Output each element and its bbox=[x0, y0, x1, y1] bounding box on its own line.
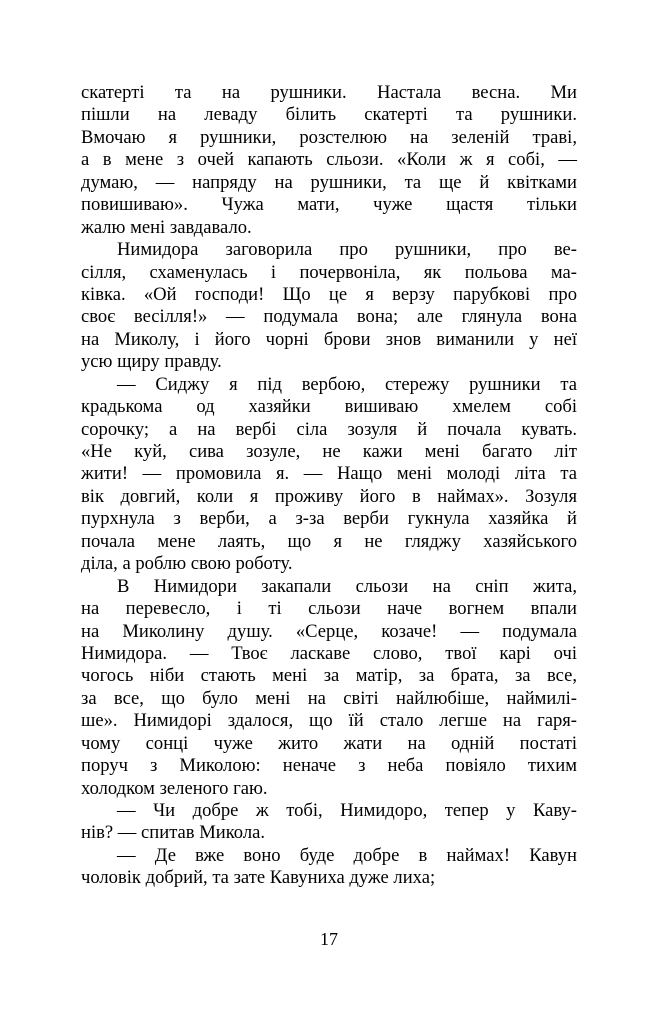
paragraph-6 bbox=[81, 845, 577, 890]
text-line: «Не куй, сива зозуле, не кажи мені багато літ bbox=[81, 441, 577, 462]
paragraph-3 bbox=[81, 374, 577, 576]
text-line: чоловік добрий, та зате Кавуниха дуже лиха; bbox=[81, 867, 436, 889]
text-line: на перевесло, і ті сльози наче вогнем впали bbox=[81, 598, 577, 620]
paragraph-4 bbox=[81, 576, 577, 800]
text-line: холодком зеленого гаю. bbox=[81, 777, 268, 799]
text-line: вік довгий, коли я проживу його в наймах». Зозуля bbox=[81, 485, 577, 507]
text-line: нів? — спитав Микола. bbox=[81, 822, 266, 844]
text-line: за все, що було мені на світі найлюбіше, наймилі- bbox=[81, 687, 577, 709]
text-line: повишиваю». Чужа мати, чуже щастя тільки bbox=[81, 194, 577, 216]
text-line: жалю мені завдавало. bbox=[81, 216, 252, 238]
text-line: думаю, — напряду на рушники, та ще й квітками bbox=[81, 171, 577, 193]
text-line: Нимидора заговорила про рушники, про ве- bbox=[117, 239, 577, 261]
text-line: сілля, схаменулась і почервоніла, як польова ма- bbox=[81, 261, 577, 283]
text-line: — Де вже воно буде добре в наймах! Кавун bbox=[117, 844, 577, 866]
text-line: поруч з Миколою: неначе з неба повіяло тихим bbox=[81, 755, 577, 777]
text-line: а в мене з очей капають сльози. «Коли ж я собі, — bbox=[81, 149, 577, 171]
text-line: на Миколину душу. «Серце, козаче! — подумала bbox=[81, 620, 577, 642]
text-line: почала мене лаять, що я не гляджу хазяйського bbox=[81, 530, 577, 552]
page-text-block bbox=[81, 82, 577, 890]
text-line: крадькома од хазяйки вишиваю хмелем собі bbox=[81, 396, 577, 418]
paragraph-1 bbox=[81, 82, 577, 239]
text-line: Вмочаю я рушники, розстелюю на зеленій траві, bbox=[81, 126, 577, 148]
text-line: своє весілля!» — подумала вона; але глянула вона bbox=[81, 306, 577, 328]
text-line: на Миколу, і його чорні брови знов виманили у неї bbox=[81, 328, 577, 350]
paragraph-2 bbox=[81, 239, 577, 374]
text-line: усю щиру правду. bbox=[81, 351, 222, 373]
text-line: сорочку; а на вербі сіла зозуля й почала кувать. bbox=[81, 418, 577, 440]
text-line: Нимидора. — Твоє ласкаве слово, твої карі очі bbox=[81, 642, 577, 664]
paragraph-5 bbox=[81, 800, 577, 845]
text-line: пішли на леваду білить скатерті та рушники. bbox=[81, 104, 577, 126]
text-line: ківка. «Ой господи! Що це я верзу парубкові про bbox=[81, 283, 577, 305]
text-line: чогось ніби стають мені за матір, за брата, за все, bbox=[81, 665, 577, 687]
text-line: чому сонці чуже жито жати на одній постаті bbox=[81, 732, 577, 754]
page-number: 17 bbox=[320, 929, 338, 949]
text-line: ше». Нимидорі здалося, що їй стало легше на гаря- bbox=[81, 710, 577, 732]
text-line: — Чи добре ж тобі, Нимидоро, тепер у Каву- bbox=[117, 800, 577, 821]
text-line: жити! — промовила я. — Нащо мені молоді літа та bbox=[81, 463, 577, 485]
text-line: — Сиджу я під вербою, стережу рушники та bbox=[117, 373, 577, 395]
text-line: діла, а роблю свою роботу. bbox=[81, 553, 293, 575]
text-line: В Нимидори закапали сльози на сніп жита, bbox=[117, 575, 577, 597]
text-line: скатерті та на рушники. Настала весна. Ми bbox=[81, 82, 577, 103]
text-line: пурхнула з верби, а з-за верби гукнула хазяйка й bbox=[81, 508, 577, 530]
